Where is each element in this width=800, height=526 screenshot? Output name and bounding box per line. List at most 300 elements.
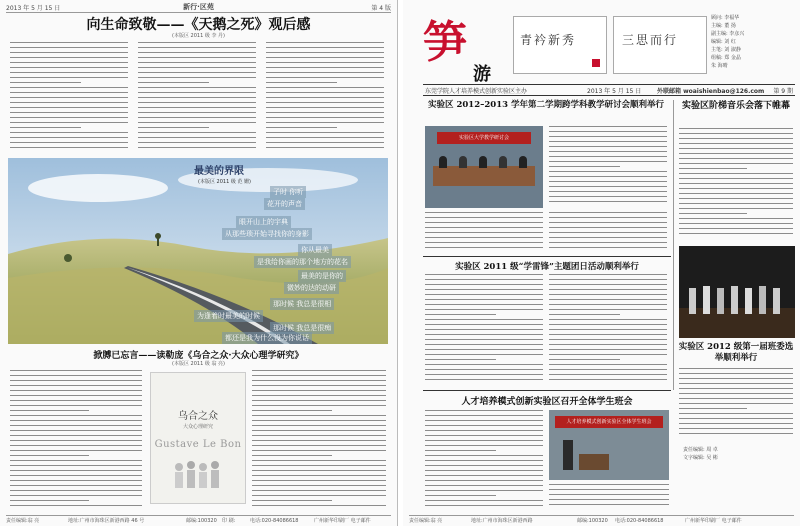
text-line <box>10 480 142 481</box>
text-line <box>10 57 128 58</box>
text-line <box>549 151 667 152</box>
text-line <box>252 445 386 446</box>
text-line <box>679 163 793 164</box>
text-line <box>549 279 667 280</box>
text-line <box>266 112 384 113</box>
text-line <box>10 500 89 501</box>
text-line <box>266 92 384 93</box>
poem-line: 微妙的达的动研 <box>284 282 339 294</box>
text-line <box>10 62 128 63</box>
text-line <box>549 294 667 295</box>
text-line <box>138 132 256 133</box>
text-line <box>425 237 543 238</box>
text-line <box>549 369 667 370</box>
text-line <box>425 440 543 441</box>
text-line <box>425 329 543 330</box>
text-line <box>679 193 793 194</box>
left-article2-byline: (本版区 2011 级 翁 亮) <box>172 361 225 367</box>
masthead-info <box>711 14 795 70</box>
text-line <box>10 72 128 73</box>
text-line <box>679 128 793 129</box>
text-line <box>679 158 793 159</box>
text-line <box>425 344 543 345</box>
text-line <box>549 196 667 197</box>
left-page-header <box>6 2 391 13</box>
text-line <box>10 52 128 53</box>
text-line <box>252 450 386 451</box>
left-article1-column-2 <box>138 42 256 154</box>
left-photo-title: 最美的界限 <box>194 166 244 177</box>
right-newspaper-page <box>403 0 800 526</box>
info-line: 编辑: 刘 红 <box>711 39 736 45</box>
calligraphy-panel-1 <box>513 16 607 74</box>
text-line <box>549 344 667 345</box>
poem-line: 为逢着时最美的时候 <box>194 310 263 322</box>
text-line <box>679 403 793 404</box>
text-line <box>266 122 384 123</box>
class-meeting-photo <box>549 410 669 480</box>
info-line: 朱 海晴 <box>711 63 728 69</box>
text-line <box>10 87 128 88</box>
text-line <box>10 385 142 386</box>
text-line <box>266 132 384 133</box>
text-line <box>425 460 543 461</box>
text-line <box>549 379 667 380</box>
text-line <box>549 247 667 248</box>
poem-line: 都还是我为什么没为你说话 <box>222 332 312 344</box>
concert-photo <box>679 246 795 338</box>
text-line <box>425 369 543 370</box>
text-line <box>252 420 386 421</box>
text-line <box>425 222 543 223</box>
text-line <box>10 420 142 421</box>
left-footer-email: 广州新华印刷厂 电子邮件 <box>314 518 371 524</box>
text-line <box>549 494 669 495</box>
left-article2-column-3 <box>252 370 386 510</box>
text-line <box>549 289 667 290</box>
left-footer-address: 地址:广州市海珠区新港西路 46 号 <box>68 518 145 524</box>
text-line <box>425 339 543 340</box>
text-line <box>138 92 256 93</box>
text-line <box>138 142 256 143</box>
seminar-banner: 实验区大学教学研讨会 <box>437 132 531 144</box>
text-line <box>679 203 793 204</box>
text-line <box>10 465 142 466</box>
text-line <box>549 232 667 233</box>
text-line <box>138 57 256 58</box>
text-line <box>549 304 667 305</box>
right-article5-column-1 <box>425 410 543 510</box>
book-title: 乌合之众 <box>178 411 218 422</box>
text-line <box>425 490 543 491</box>
text-line <box>549 181 667 182</box>
text-line <box>266 52 384 53</box>
text-line <box>549 359 620 360</box>
text-line <box>549 141 667 142</box>
text-line <box>679 413 793 414</box>
info-line: 主笔: 刘 淑静 <box>711 47 741 53</box>
text-line <box>549 166 620 167</box>
text-line <box>549 284 667 285</box>
text-line <box>10 42 128 43</box>
masthead-email: 外联邮箱 woaishienbao@126.com <box>657 88 765 95</box>
text-line <box>679 168 747 169</box>
text-line <box>10 400 142 401</box>
text-line <box>10 112 128 113</box>
text-line <box>266 117 384 118</box>
performer-figure <box>717 288 724 314</box>
text-line <box>10 455 89 456</box>
text-line <box>549 186 667 187</box>
text-line <box>425 364 543 365</box>
text-line <box>10 97 128 98</box>
left-footer-phone: 电话:020-84086618 <box>250 518 299 524</box>
performer-figure <box>703 286 710 314</box>
text-line <box>266 62 384 63</box>
text-line <box>679 153 793 154</box>
text-line <box>425 379 543 380</box>
text-line <box>252 370 386 371</box>
left-article2-column-1 <box>10 370 142 510</box>
text-line <box>252 465 386 466</box>
left-page-footer <box>6 515 391 524</box>
meeting-table <box>433 166 535 186</box>
text-line <box>679 428 793 429</box>
attendee-figure <box>519 156 527 168</box>
text-line <box>266 87 384 88</box>
text-line <box>425 299 543 300</box>
text-line <box>425 455 543 456</box>
seal-stamp <box>592 59 600 67</box>
text-line <box>10 132 128 133</box>
poem-line: 眼开山上的宇典 <box>236 216 291 228</box>
text-line <box>266 57 384 58</box>
text-line <box>549 201 667 202</box>
left-article1-column-3 <box>266 42 384 154</box>
text-line <box>679 368 793 369</box>
text-line <box>549 212 667 213</box>
text-line <box>425 232 543 233</box>
text-line <box>679 133 793 134</box>
text-line <box>10 370 142 371</box>
poem-line: 那时候 我总是很痴 <box>270 322 334 334</box>
text-line <box>425 410 543 411</box>
text-line <box>549 314 620 315</box>
text-line <box>266 42 384 43</box>
text-line <box>266 137 384 138</box>
text-line <box>549 161 667 162</box>
text-line <box>138 122 256 123</box>
seminar-photo <box>425 126 543 208</box>
text-line <box>425 309 543 310</box>
text-line <box>10 77 128 78</box>
text-line <box>10 440 142 441</box>
text-line <box>10 485 142 486</box>
right-article1-column-2 <box>549 126 667 210</box>
column-divider <box>673 100 674 390</box>
text-line <box>138 67 256 68</box>
text-line <box>679 388 793 389</box>
text-line <box>266 127 337 128</box>
text-line <box>138 42 256 43</box>
text-line <box>10 67 128 68</box>
text-line <box>549 329 667 330</box>
text-line <box>425 480 543 481</box>
text-line <box>549 299 667 300</box>
text-line <box>252 435 386 436</box>
text-line <box>138 87 256 88</box>
info-line: 副主编: 李彦兴 <box>711 31 745 37</box>
masthead-char-1: 笋 <box>423 17 467 68</box>
text-line <box>266 142 384 143</box>
text-line <box>425 212 543 213</box>
text-line <box>10 415 142 416</box>
book-cover <box>150 372 246 504</box>
attendee-figure <box>439 156 447 168</box>
text-line <box>549 176 667 177</box>
text-line <box>679 418 793 419</box>
poem-line: 子时 你听 <box>270 186 306 198</box>
text-line <box>266 107 384 108</box>
text-line <box>425 319 543 320</box>
left-landscape-photo <box>8 158 388 344</box>
left-header-date: 2013 年 5 月 15 日 <box>6 5 61 12</box>
text-line <box>425 505 543 506</box>
text-line <box>425 450 496 451</box>
text-line <box>679 183 793 184</box>
text-line <box>549 242 667 243</box>
text-line <box>679 198 793 199</box>
text-line <box>252 500 332 501</box>
text-line <box>425 304 543 305</box>
masthead-slogan: 东莞学院人才培养模式创新实验区主办 <box>425 88 528 95</box>
performer-figure <box>745 288 752 314</box>
text-line <box>252 490 386 491</box>
text-line <box>252 430 386 431</box>
text-line <box>252 470 386 471</box>
text-line <box>549 374 667 375</box>
text-line <box>266 67 384 68</box>
text-line <box>10 107 128 108</box>
left-photo-byline: (本版区 2011 级 范 姗) <box>198 179 251 185</box>
text-line <box>138 117 256 118</box>
text-line <box>425 242 543 243</box>
text-line <box>138 52 256 53</box>
text-line <box>549 309 667 310</box>
text-line <box>10 410 89 411</box>
text-line <box>10 137 128 138</box>
right-article1-column-2b <box>549 212 667 252</box>
section-rule <box>423 256 671 257</box>
text-line <box>549 499 669 500</box>
poem-line: 花开的声音 <box>264 198 305 210</box>
text-line <box>549 191 667 192</box>
performer-figure <box>759 286 766 314</box>
text-line <box>252 495 386 496</box>
text-line <box>425 354 543 355</box>
text-line <box>679 373 793 374</box>
text-line <box>10 405 142 406</box>
text-line <box>425 465 543 466</box>
masthead-char-2: 游 <box>473 64 491 85</box>
text-line <box>549 237 667 238</box>
text-line <box>10 425 142 426</box>
text-line <box>425 475 543 476</box>
text-line <box>138 82 209 83</box>
text-line <box>679 408 747 409</box>
text-line <box>10 47 128 48</box>
right-article3-title: 实验区 2011 级“学雷锋”主题团日活动顺利举行 <box>455 262 639 272</box>
text-line <box>549 126 667 127</box>
book-crowd-illustration <box>171 457 225 493</box>
text-line <box>425 359 496 360</box>
text-line <box>549 131 667 132</box>
right-footer-zip: 邮编:100320 <box>577 518 608 524</box>
text-line <box>679 188 793 189</box>
text-line <box>252 390 386 391</box>
text-line <box>138 137 256 138</box>
text-line <box>425 324 543 325</box>
text-line <box>10 505 142 506</box>
text-line <box>138 47 256 48</box>
performer-figure <box>731 286 738 314</box>
text-line <box>549 319 667 320</box>
text-line <box>425 420 543 421</box>
left-article2-title: 掀膊已忘言——读勒庞《乌合之众·大众心理学研究》 <box>93 351 304 361</box>
text-line <box>252 505 386 506</box>
right-footer-phone: 电话:020-84086618 <box>615 518 664 524</box>
text-line <box>138 77 256 78</box>
text-line <box>252 455 332 456</box>
left-newspaper-page <box>0 0 398 526</box>
text-line <box>679 233 793 234</box>
text-line <box>679 423 793 424</box>
text-line <box>266 147 384 148</box>
text-line <box>425 425 543 426</box>
text-line <box>252 415 386 416</box>
text-line <box>549 484 669 485</box>
text-line <box>252 380 386 381</box>
text-line <box>10 92 128 93</box>
text-line <box>425 415 543 416</box>
poem-line: 那时候 我总是很相 <box>270 298 334 310</box>
text-line <box>138 147 256 148</box>
text-line <box>252 475 386 476</box>
left-header-page: 第 4 版 <box>371 5 391 12</box>
text-line <box>10 430 142 431</box>
section-rule <box>423 390 671 391</box>
book-subtitle: 大众心理研究 <box>182 424 213 430</box>
text-line <box>10 460 142 461</box>
text-line <box>425 289 543 290</box>
right-article2-title: 实验区阶梯音乐会落下帷幕 <box>681 101 790 111</box>
text-line <box>425 374 543 375</box>
left-header-name: 新行·区苑 <box>183 3 214 11</box>
text-line <box>679 143 793 144</box>
text-line <box>138 107 256 108</box>
text-line <box>252 395 386 396</box>
text-line <box>425 284 543 285</box>
right-article3-column-2 <box>549 274 667 384</box>
attendee-figure <box>499 156 507 168</box>
text-line <box>252 410 332 411</box>
poem-line: 你从最美 <box>298 244 332 256</box>
text-line <box>425 470 543 471</box>
left-footer-zip: 邮编:100320 <box>186 518 217 524</box>
right-footer-editor: 责任编辑:翁 亮 <box>409 518 443 524</box>
text-line <box>425 430 543 431</box>
text-line <box>10 142 128 143</box>
text-line <box>425 274 543 275</box>
text-line <box>425 485 543 486</box>
text-line <box>425 314 496 315</box>
text-line <box>252 440 386 441</box>
text-line <box>252 405 386 406</box>
text-line <box>252 375 386 376</box>
performer-figure <box>689 288 696 314</box>
text-line <box>425 217 543 218</box>
text-line <box>549 217 667 218</box>
text-line <box>425 294 543 295</box>
calligraphy-text-2: 三思而行 <box>622 33 679 47</box>
text-line <box>549 354 667 355</box>
text-line <box>10 475 142 476</box>
text-line <box>679 383 793 384</box>
text-line <box>549 324 667 325</box>
text-line <box>425 349 543 350</box>
right-article3-column-1 <box>425 274 543 384</box>
text-line <box>266 47 384 48</box>
text-line <box>138 72 256 73</box>
text-line <box>10 395 142 396</box>
text-line <box>266 82 337 83</box>
text-line <box>266 72 384 73</box>
text-line <box>679 228 793 229</box>
text-line <box>10 380 142 381</box>
right-article4-title: 实验区 2012 级第一届班委选举顺利举行 <box>678 342 794 363</box>
text-line <box>549 227 667 228</box>
text-line <box>252 400 386 401</box>
text-line <box>679 138 793 139</box>
right-credits <box>683 446 718 462</box>
right-article5-column-2 <box>549 484 669 510</box>
poem-line: 从那些琐开始寻找你的身影 <box>222 228 312 240</box>
text-line <box>549 349 667 350</box>
text-line <box>10 490 142 491</box>
text-line <box>679 208 793 209</box>
right-article2-text <box>679 128 793 242</box>
text-line <box>10 495 142 496</box>
text-line <box>549 504 669 505</box>
right-article1-title: 实验区 2012–2013 学年第二学期跨学科教学研讨会顺利举行 <box>428 100 664 110</box>
text-line <box>10 375 142 376</box>
text-line <box>138 112 256 113</box>
left-article1-byline: (本版区 2011 级 李 丹) <box>172 33 225 39</box>
info-line: 主编: 董 扬 <box>711 23 736 29</box>
text-line <box>10 435 142 436</box>
text-line <box>549 274 667 275</box>
right-article5-title: 人才培养模式创新实验区召开全体学生班会 <box>461 397 633 407</box>
text-line <box>138 97 256 98</box>
credit-line: 责任编辑: 周 卓 <box>683 447 718 453</box>
left-article1-column-1 <box>10 42 128 154</box>
text-line <box>252 485 386 486</box>
info-line: 组稿: 郑 金晶 <box>711 55 741 61</box>
right-page-footer <box>409 515 794 524</box>
text-line <box>425 247 543 248</box>
text-line <box>252 460 386 461</box>
right-footer-email: 广州新华印刷厂 电子邮件 <box>685 518 742 524</box>
